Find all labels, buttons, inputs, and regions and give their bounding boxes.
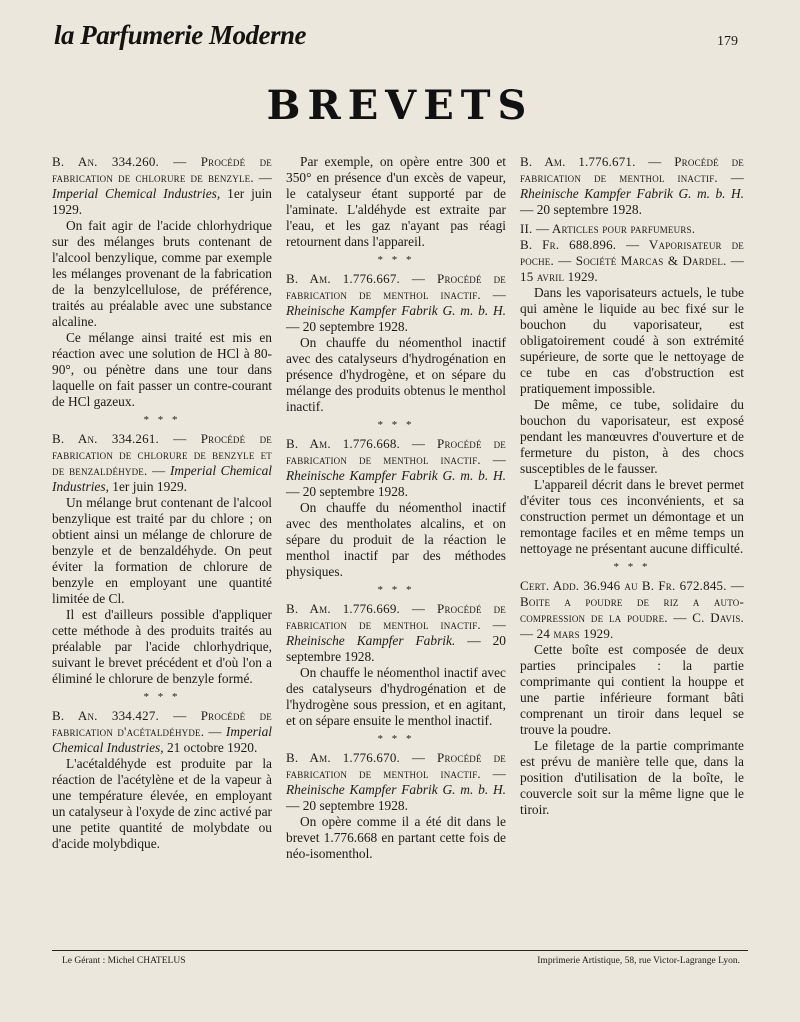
page-title: BREVETS: [266, 82, 534, 129]
asterism: * * *: [613, 561, 651, 573]
asterism: * * *: [377, 254, 415, 266]
entry-paragraph: Il est d'ailleurs possible d'appliquer cette méthode à des produits traités au préalable par l'acide chlorhydrique, suivant le brevet précédent et d'où l'on a éliminé le chlorure de benzyle formé.: [52, 607, 272, 686]
entry-date: — 20 septembre 1928.: [286, 319, 408, 334]
entry-paragraph: L'appareil décrit dans le brevet permet d'éviter tous ces inconvénients, et sa construction permet un démontage et un remontage faciles et en même temps un nettoyage ne présentant aucune difficulté.: [520, 477, 744, 556]
patent-entry: [52, 708, 272, 852]
entry-heading: B. Am. 1.776.671. — Procédé de fabrication de menthol inactif. —: [520, 154, 744, 185]
entry-paragraph: Ce mélange ainsi traité est mis en réaction avec une solution de HCl à 80-90°, ou pénètre dans une tour dans laquelle on fait passer un contre-courant de HCl gazeux.: [52, 330, 272, 409]
entry-company: Imperial Chemical Industries,: [52, 463, 272, 494]
article-columns: [0, 154, 800, 946]
entry-paragraph: On fait agir de l'acide chlorhydrique sur des mélanges bruts contenant de l'alcool benzylique, comme par exemple les mélanges provenant de la fabrication de la benzylcellulose, de préférence, traités au préalable avec une substance alcaline.: [52, 218, 272, 329]
entry-heading: B. An. 334.261. — Procédé de fabrication de chlorure de benzyle et de benzaldéhyde. —: [52, 431, 272, 478]
entry-date: — 20 septembre 1928.: [286, 798, 408, 813]
footer-printer: Imprimerie Artistique, 58, rue Victor-Lagrange Lyon.: [537, 956, 740, 966]
masthead: la Parfumerie Moderne: [54, 20, 306, 50]
entry-paragraph: On opère comme il a été dit dans le brevet 1.776.668 en partant cette fois de néo-isomenthol.: [286, 814, 506, 861]
entry-paragraph: Le filetage de la partie comprimante est prévu de manière telle que, dans la position d'utilisation de la boîte, le couvercle soit sur la même ligne que le tiroir.: [520, 738, 744, 817]
entry-date: — 20 septembre 1928.: [520, 202, 642, 217]
patent-entry: [520, 578, 744, 818]
patent-entry: [520, 237, 744, 557]
entry-company: Rheinische Kampfer Fabrik G. m. b. H.: [286, 303, 506, 318]
entry-heading: B. An. 334.427. — Procédé de fabrication d'acétaldéhyde. —: [52, 708, 272, 739]
asterism: * * *: [377, 733, 415, 745]
entry-date: 1er juin 1929.: [112, 479, 188, 494]
column-2: [286, 154, 506, 865]
entry-heading: B. An. 334.260. — Procédé de fabrication de chlorure de benzyle. —: [52, 154, 272, 185]
entry-paragraph: Un mélange brut contenant de l'alcool benzylique est traité par du chlore ; on obtient ainsi un mélange de chlorure de benzyle et de benzaldéhyde. On peut éviter la formation de chlorure de benzyle en employant une quantité limitée de Cl.: [52, 495, 272, 606]
patent-entry: [286, 601, 506, 729]
patent-entry: [286, 271, 506, 415]
entry-company: Rheinische Kampfer Fabrik G. m. b. H.: [286, 468, 506, 483]
column-1: [52, 154, 272, 855]
patent-entry: [52, 154, 272, 410]
patent-entry: [52, 431, 272, 687]
entry-paragraph: On chauffe du néomenthol inactif avec des mentholates alcalins, et on sépare du produit de la réaction le menthol inactif par des méthodes physiques.: [286, 500, 506, 579]
footer-rule: [52, 950, 748, 951]
entry-heading: B. Am. 1.776.670. — Procédé de fabrication de menthol inactif. —: [286, 750, 506, 781]
entry-date: 1er juin 1929.: [52, 186, 272, 217]
entry-paragraph: On chauffe le néomenthol inactif avec des catalyseurs d'hydrogénation et de l'hydrogène sous pression, et en agitant, et on sépare ensuite le menthol inactif.: [286, 665, 506, 728]
entry-heading: B. Am. 1.776.667. — Procédé de fabrication de menthol inactif. —: [286, 271, 506, 302]
entry-paragraph: Cette boîte est composée de deux parties principales : la partie comprimante qui contient la houppe et une partie inférieure formant bâti comprenant un tiroir dans lequel se trouve la poudre.: [520, 642, 744, 737]
entry-company: Rheinische Kampfer Fabrik G. m. b. H.: [286, 782, 506, 797]
entry-paragraph: L'acétaldéhyde est produite par la réaction de l'acétylène et de la vapeur à une température élevée, en employant un catalyseur à l'oxyde de zinc activé par une petite quantité de molybdate ou d'acide molybdique.: [52, 756, 272, 851]
entry-company: Rheinische Kampfer Fabrik G. m. b. H.: [520, 186, 744, 201]
asterism: * * *: [377, 419, 415, 431]
patent-entry: [286, 436, 506, 580]
entry-paragraph: On chauffe du néomenthol inactif avec des catalyseurs d'hydrogénation en présence d'hydrogène, et on sépare du mélange des produits obtenus le menthol inactif.: [286, 335, 506, 414]
entry-paragraph: Dans les vaporisateurs actuels, le tube qui amène le liquide au bec fixé sur le bouchon du vaporisateur, est obligatoirement coudé à son extrémité supérieure, de sorte que le nettoyage de ce tube en cas d'obstruction est pratiquement impossible.: [520, 285, 744, 396]
entry-heading: B. Am. 1.776.669. — Procédé de fabrication de menthol inactif. —: [286, 601, 506, 632]
footer-manager: Le Gérant : Michel CHATELUS: [62, 956, 186, 966]
patent-entry: [286, 750, 506, 862]
entry-heading: Cert. Add. 36.946 au B. Fr. 672.845. — Boite a poudre de riz a auto-compression de la poudre. — C. Davis. — 24 mars 1929.: [520, 578, 744, 641]
entry-company: Imperial Chemical Industries,: [52, 724, 272, 755]
section-heading: II. — Articles pour parfumeurs.: [520, 221, 696, 236]
asterism: * * *: [143, 691, 181, 703]
asterism: * * *: [143, 414, 181, 426]
entry-date: — 20 septembre 1928.: [286, 633, 506, 664]
entry-company: Rheinische Kampfer Fabrik.: [286, 633, 456, 648]
page-number: 179: [717, 34, 738, 49]
entry-heading: B. Am. 1.776.668. — Procédé de fabrication de menthol inactif. —: [286, 436, 506, 467]
patent-entry: [520, 154, 744, 218]
entry-date: — 20 septembre 1928.: [286, 484, 408, 499]
asterism: * * *: [377, 584, 415, 596]
entry-heading: B. Fr. 688.896. — Vaporisateur de poche. — Société Marcas & Dardel. — 15 avril 1929.: [520, 237, 744, 284]
entry-company: Imperial Chemical Industries,: [52, 186, 221, 201]
entry-date: 21 octobre 1920.: [166, 740, 258, 755]
entry-paragraph: De même, ce tube, solidaire du bouchon du vaporisateur, est exposé pendant les manœuvres d'ouverture et de fermeture du piston, à des chocs susceptibles de le fausser.: [520, 397, 744, 476]
entry-paragraph: Par exemple, on opère entre 300 et 350° en présence d'un excès de vapeur, le catalyseur étant supporté par de l'aminate. L'aldéhyde est extraite par l'eau, et les gaz n'ayant pas réagi retournent dans l'appareil.: [286, 154, 506, 249]
column-3: [520, 154, 744, 821]
